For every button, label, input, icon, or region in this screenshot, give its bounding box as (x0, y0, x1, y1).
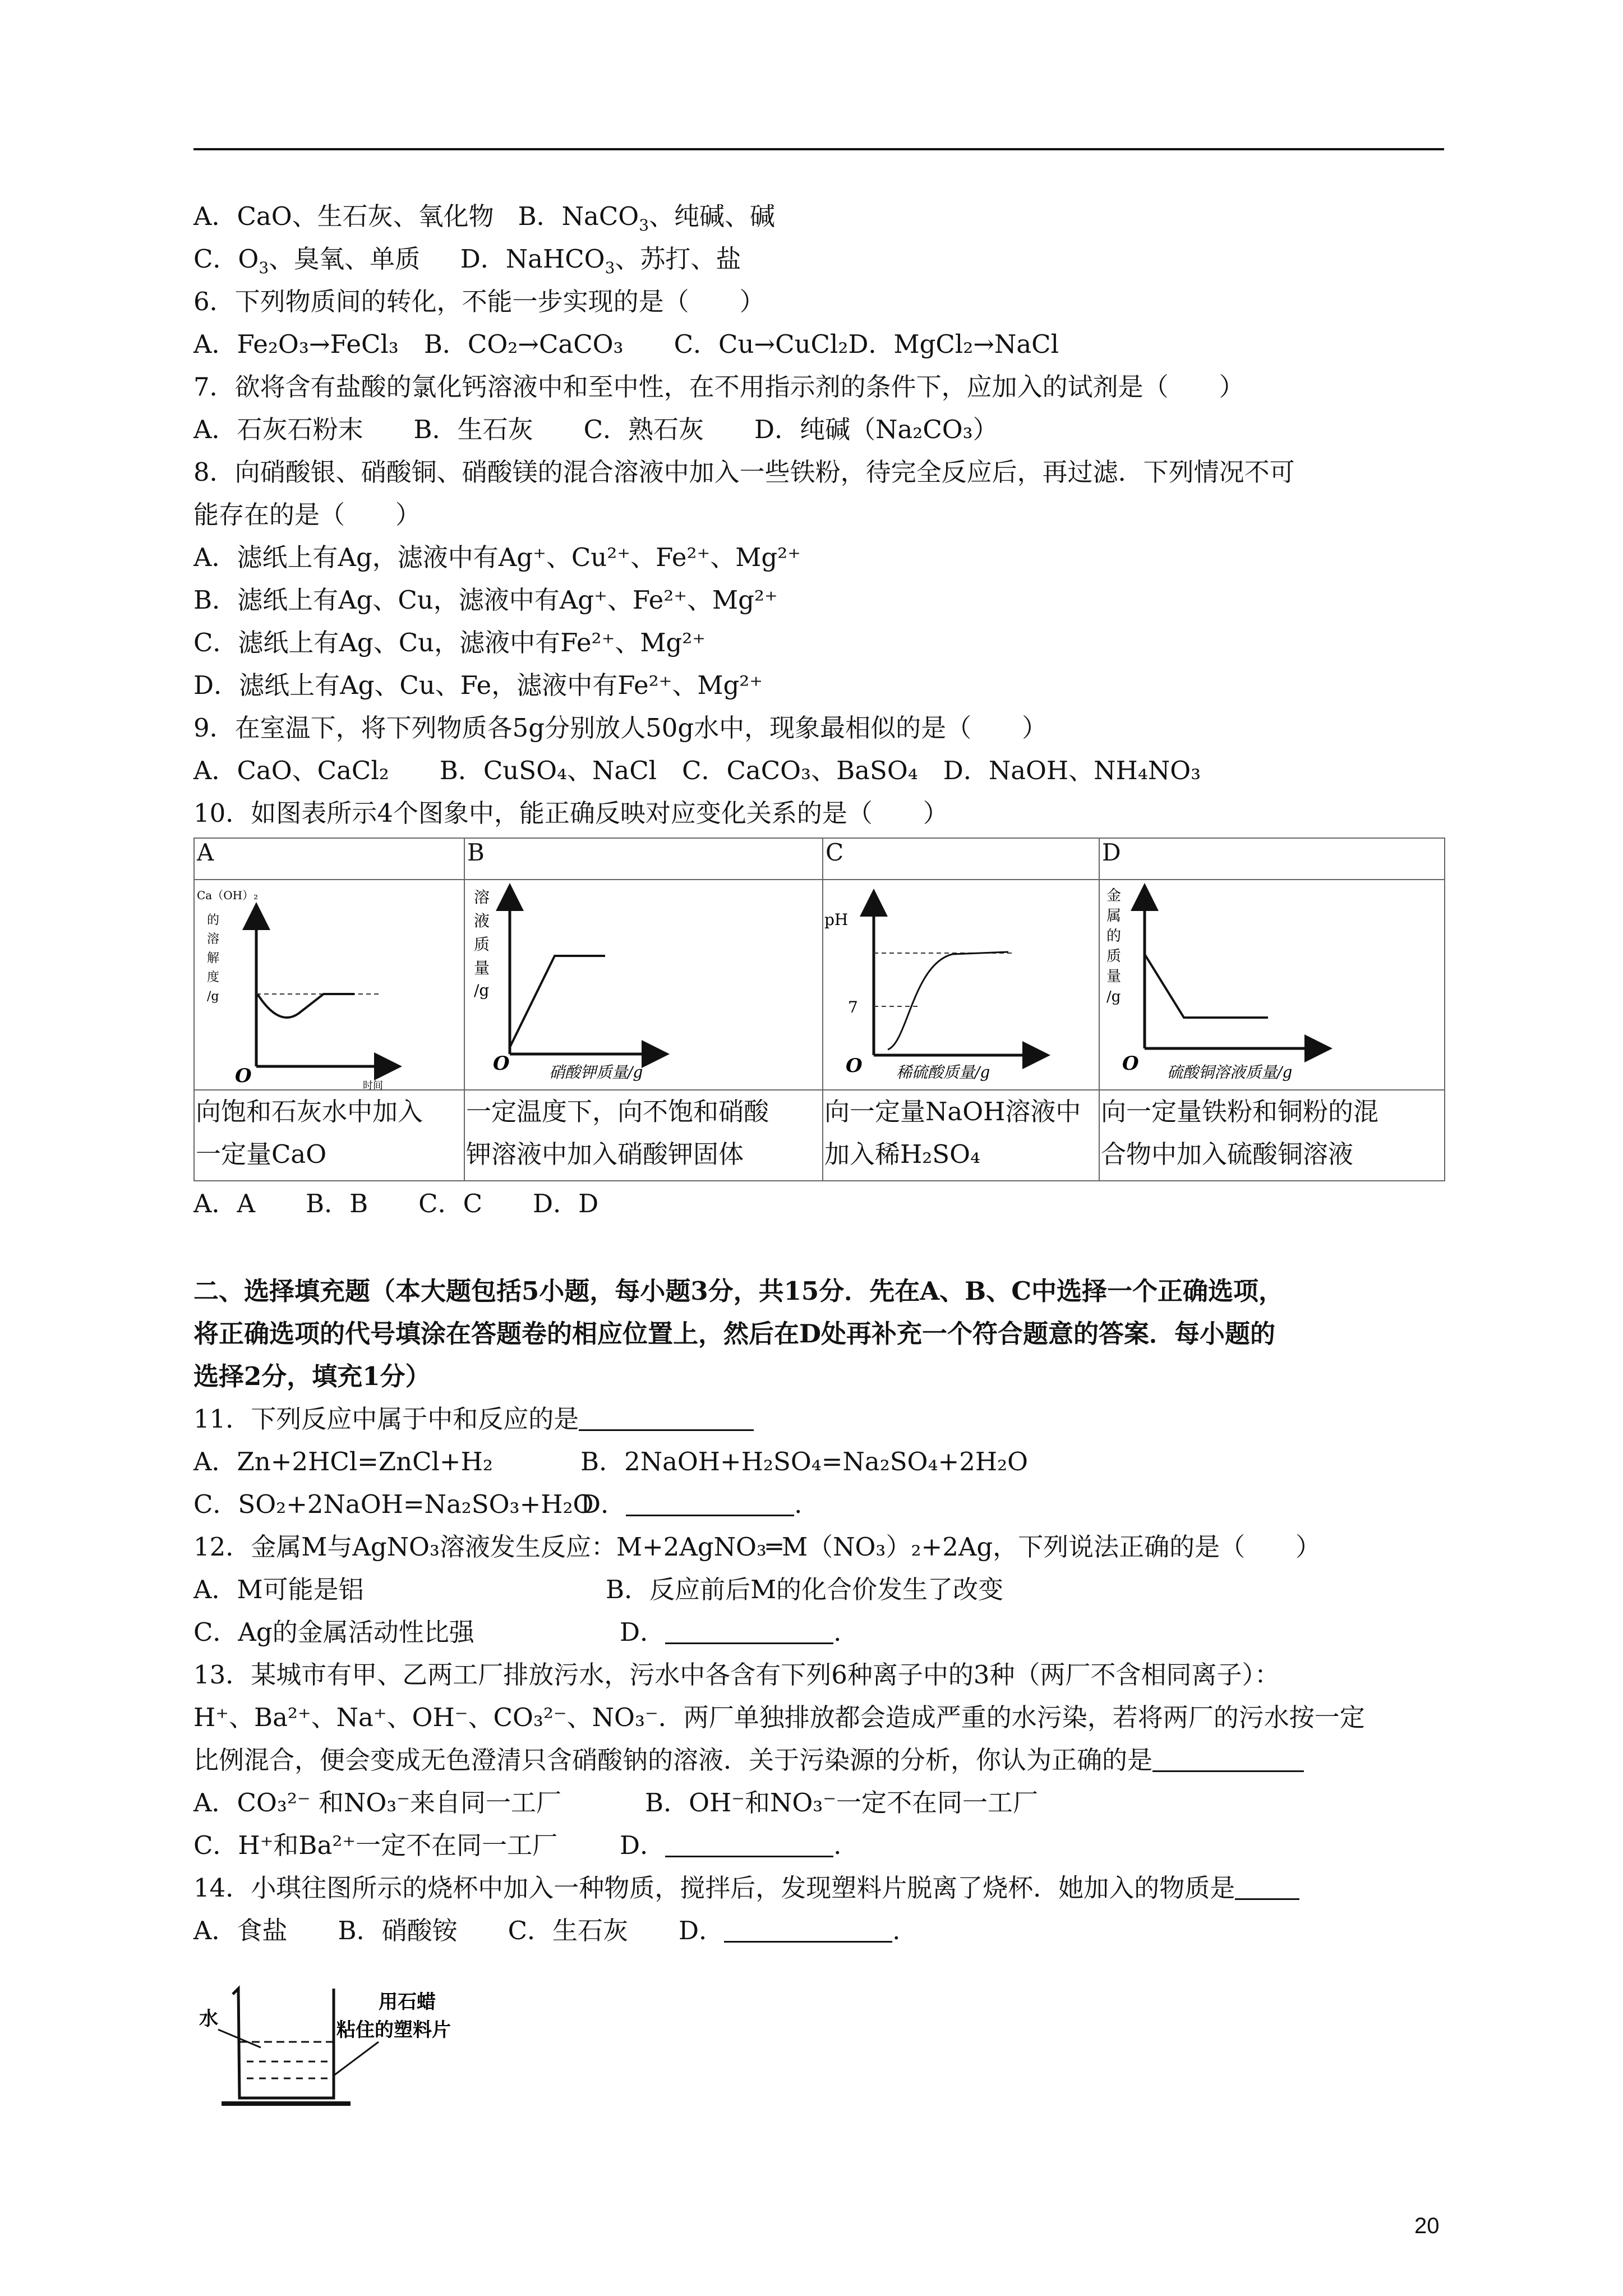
q10-graph-c (823, 880, 1099, 1089)
graph-d-ylabel-1: 金 (1106, 887, 1122, 904)
q11-answer-blank[interactable] (579, 1407, 754, 1431)
q10-graph-b (465, 880, 822, 1089)
graph-a-xlabel: 时间 (363, 1080, 383, 1089)
q6-stem: 6．下列物质间的转化，不能一步实现的是（ ） (193, 287, 765, 316)
q11-option-a: A．Zn+2HCl=ZnCl+H₂ (193, 1447, 493, 1476)
q9-stem: 9．在室温下，将下列物质各5g分别放人50g水中，现象最相似的是（ ） (193, 713, 1048, 743)
graph-b-ylabel-1: 溶 (474, 888, 490, 907)
q10-header-c: C (823, 838, 1099, 880)
q10-graph-table (193, 838, 1445, 1181)
q8-stem-line1: 8．向硝酸银、硝酸铜、硝酸镁的混合溶液中加入一些铁粉，待完全反应后，再过滤．下列情况不可 (193, 457, 1295, 487)
graph-d-curve (1145, 954, 1268, 1018)
graph-b-ylabel-3: 质 (474, 935, 490, 954)
q12-option-d: D． . (620, 1617, 842, 1647)
q10-header-d: D (1099, 838, 1445, 880)
q10-options: A．A B．B C．C D．D (193, 1189, 599, 1218)
q14-answer-blank[interactable] (1235, 1876, 1299, 1900)
q13-d-blank[interactable] (665, 1833, 833, 1857)
q12-option-a: A．M可能是铝 (193, 1575, 364, 1604)
q14-d-blank[interactable] (724, 1918, 892, 1943)
beaker-outline (233, 1989, 334, 2098)
section2-heading-line2: 将正确选项的代号填涂在答题卷的相应位置上，然后在D处再补充一个符合题意的答案．每小题的 (193, 1319, 1276, 1349)
graph-a-ylabel-2: 的 (207, 913, 220, 927)
q10-caption-a: 向饱和石灰水中加入 一定量CaO (194, 1090, 464, 1181)
q10-caption-c: 向一定量NaOH溶液中 加入稀H₂SO₄ (823, 1090, 1099, 1181)
graph-a-ylabel-6: /g (207, 990, 219, 1004)
graph-c-ylabel: pH (824, 910, 849, 929)
q5-row-ab: A．CaO、生石灰、氧化物 B．NaCO$_3$、纯碱、碱 (193, 201, 776, 234)
q11-option-d: D． . (580, 1489, 803, 1519)
q11-stem: 11．下列反应中属于中和反应的是 (193, 1402, 754, 1436)
q10-header-a: A (194, 838, 464, 880)
beaker-label-line1: 用石蜡 (379, 1991, 436, 2013)
q10-graph-a (195, 880, 464, 1089)
section2-heading-line1: 二、选择填充题（本大题包括5小题，每小题3分，共15分．先在A、B、C中选择一个正确选项， (193, 1276, 1284, 1306)
graph-d-origin: O (1122, 1052, 1139, 1075)
q14-options: A．食盐 B．硝酸铵 C．生石灰 D． . (193, 1916, 901, 1945)
q10-header-b: B (464, 838, 823, 880)
q13-stem-line3: 比例混合，便会变成无色澄清只含硝酸钠的溶液．关于污染源的分析，你认为正确的是 (193, 1743, 1304, 1777)
graph-c-origin: O (846, 1055, 863, 1077)
beaker-water-lines (247, 2062, 328, 2078)
q6-options: A．Fe₂O₃→FeCl₃ B．CO₂→CaCO₃ C．Cu→CuCl₂D．MgCl₂→NaCl (193, 329, 1059, 359)
section2-heading-line3: 选择2分，填充1分） (193, 1361, 431, 1391)
q14-beaker-figure (193, 1963, 508, 2120)
q8-option-c: C．滤纸上有Ag、Cu，滤液中有Fe²⁺、Mg²⁺ (193, 628, 706, 657)
header-rule (193, 148, 1444, 150)
graph-a-origin: O (235, 1065, 252, 1087)
graph-a-ylabel-1: Ca（OH）₂ (197, 889, 259, 902)
q10-graph-d (1100, 880, 1444, 1089)
q13-option-d: D． . (620, 1830, 842, 1860)
graph-b-ylabel-4: 量 (474, 959, 490, 977)
graph-c-tick-7: 7 (848, 998, 858, 1016)
page-number: 20 (1414, 2214, 1440, 2238)
q12-d-blank[interactable] (665, 1620, 833, 1644)
q14-stem: 14．小琪往图所示的烧杯中加入一种物质，搅拌后，发现塑料片脱离了烧杯．她加入的物质是 (193, 1871, 1299, 1905)
q12-option-b: B．反应前后M的化合价发生了改变 (606, 1575, 1004, 1604)
graph-c-curve (888, 952, 1008, 1050)
graph-b-ylabel-5: /g (474, 981, 490, 1000)
graph-d-xlabel: 硫酸铜溶液质量/g (1167, 1063, 1293, 1082)
graph-d-ylabel-2: 属 (1106, 908, 1122, 924)
graph-a-ylabel-4: 解 (207, 951, 220, 965)
q11-d-blank[interactable] (626, 1492, 794, 1516)
graph-a-ylabel-5: 度 (207, 970, 220, 984)
q13-stem-line2: H⁺、Ba²⁺、Na⁺、OH⁻、CO₃²⁻、NO₃⁻．两厂单独排放都会造成严重的水污染，若将两厂的污水按一定 (193, 1703, 1365, 1732)
q11-option-b: B．2NaOH+H₂SO₄=Na₂SO₄+2H₂O (580, 1447, 1029, 1476)
q13-option-b: B．OH⁻和NO₃⁻一定不在同一工厂 (645, 1788, 1039, 1818)
graph-d-ylabel-6: /g (1106, 988, 1121, 1005)
graph-d-ylabel-4: 质 (1106, 948, 1122, 965)
q7-options: A．石灰石粉末 B．生石灰 C．熟石灰 D．纯碱（Na₂CO₃） (193, 415, 998, 444)
q8-stem-line2: 能存在的是（ ） (193, 500, 421, 530)
q10-caption-d: 向一定量铁粉和铜粉的混 合物中加入硫酸铜溶液 (1099, 1090, 1445, 1181)
graph-c-xlabel: 稀硫酸质量/g (896, 1063, 990, 1082)
graph-d-ylabel-3: 的 (1106, 928, 1122, 945)
q9-options: A．CaO、CaCl₂ B．CuSO₄、NaCl C．CaCO₃、BaSO₄ D．NaOH、NH₄NO₃ (193, 756, 1201, 785)
q12-stem: 12．金属M与AgNO₃溶液发生反应：M+2AgNO₃═M（NO₃）₂+2Ag，下列说法正确的是（ ） (193, 1532, 1321, 1562)
q11-option-c: C．SO₂+2NaOH=Na₂SO₃+H₂O (193, 1489, 594, 1519)
q10-stem: 10．如图表所示4个图象中，能正确反映对应变化关系的是（ ） (193, 798, 948, 828)
q10-caption-b: 一定温度下，向不饱和硝酸 钾溶液中加入硝酸钾固体 (464, 1090, 823, 1181)
graph-b-xlabel: 硝酸钾质量/g (549, 1063, 643, 1082)
beaker-label-line2: 粘住的塑料片 (336, 2019, 451, 2041)
q12-option-c: C．Ag的金属活动性比强 (193, 1617, 474, 1647)
q13-stem-line1: 13．某城市有甲、乙两工厂排放污水，污水中各含有下列6种离子中的3种（两厂不含相同离子）： (193, 1660, 1280, 1690)
q13-option-a: A．CO₃²⁻ 和NO₃⁻来自同一工厂 (193, 1788, 562, 1818)
q8-option-b: B．滤纸上有Ag、Cu，滤液中有Ag⁺、Fe²⁺、Mg²⁺ (193, 585, 778, 615)
graph-a-ylabel-3: 溶 (207, 932, 220, 946)
graph-b-origin: O (493, 1052, 510, 1075)
graph-b-ylabel-2: 液 (474, 912, 490, 930)
graph-a-curve (257, 994, 354, 1018)
graph-b-curve (510, 956, 605, 1047)
q8-option-d: D．滤纸上有Ag、Cu、Fe，滤液中有Fe²⁺、Mg²⁺ (193, 670, 763, 700)
q8-option-a: A．滤纸上有Ag，滤液中有Ag⁺、Cu²⁺、Fe²⁺、Mg²⁺ (193, 542, 801, 572)
graph-d-ylabel-5: 量 (1106, 968, 1122, 985)
q5-row-cd: C．$O_3$、臭氧、单质 D．NaHCO$_3$、苏打、盐 (193, 244, 741, 277)
q13-answer-blank[interactable] (1152, 1748, 1304, 1772)
beaker-water-label: 水 (199, 2008, 218, 2030)
q13-option-c: C．H⁺和Ba²⁺一定不在同一工厂 (193, 1830, 558, 1860)
q7-stem: 7．欲将含有盐酸的氯化钙溶液中和至中性，在不用指示剂的条件下，应加入的试剂是（ ） (193, 372, 1244, 402)
plastic-sheet-pointer (334, 2042, 379, 2076)
